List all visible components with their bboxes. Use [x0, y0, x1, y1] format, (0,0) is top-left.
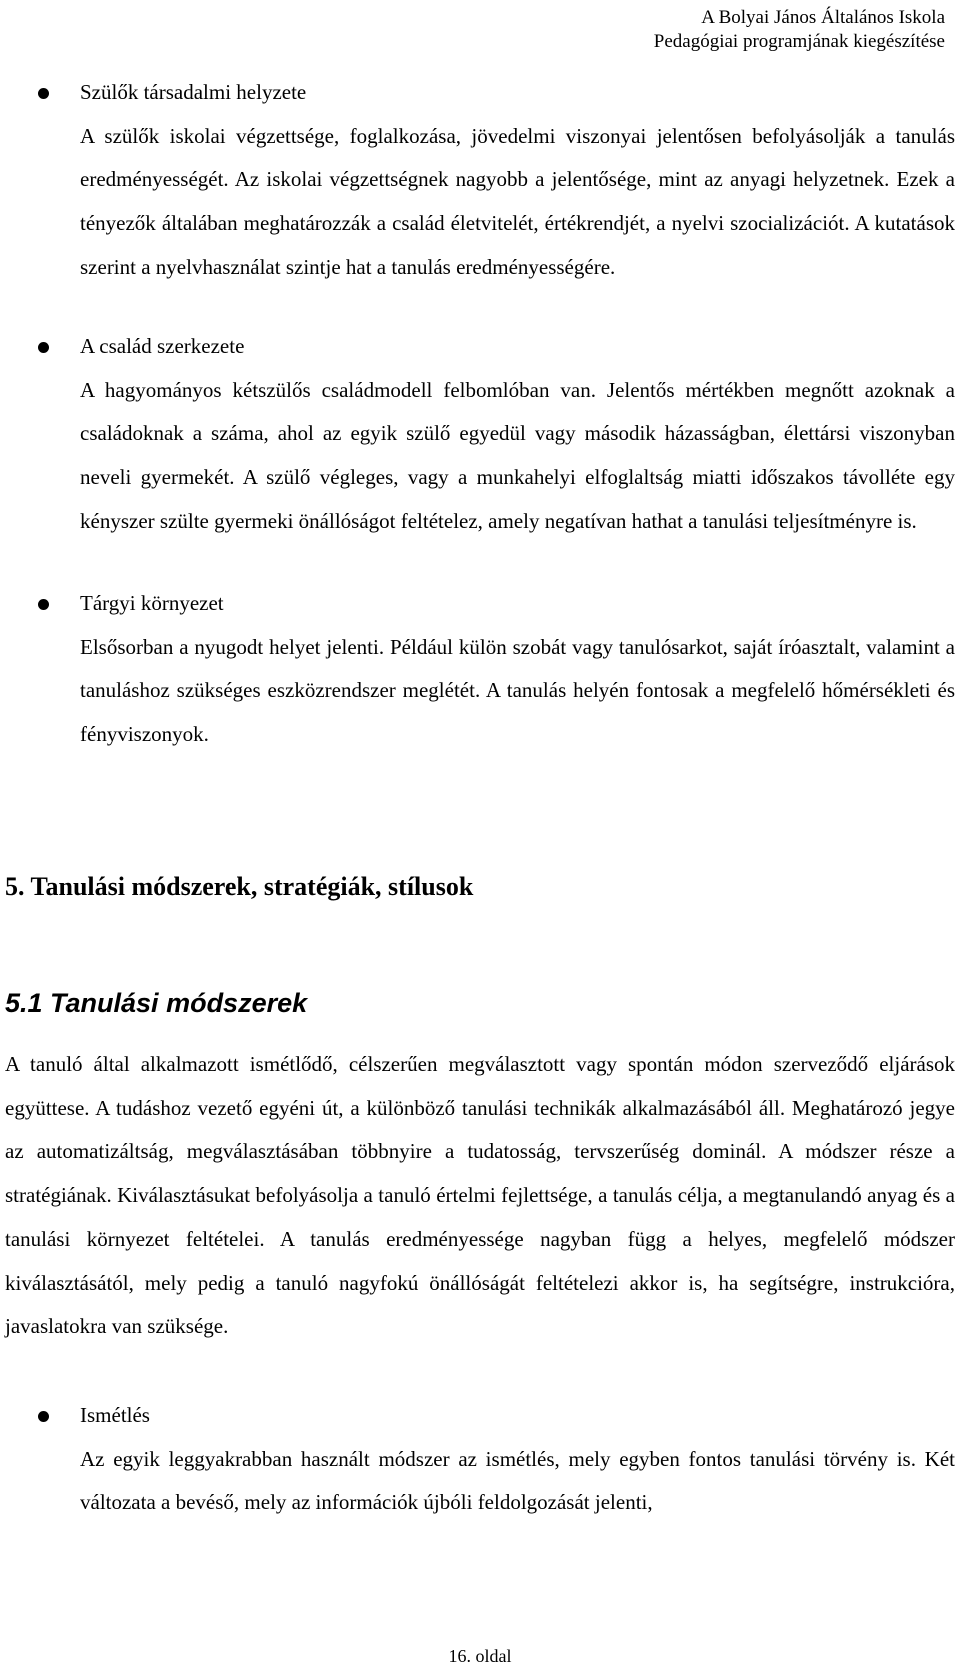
header-school-name: A Bolyai János Általános Iskola — [701, 7, 945, 28]
body-paragraph: A tanuló által alkalmazott ismétlődő, célszerűen megválasztott vagy spontán módon szerveződő eljárások együttese. A tudáshoz vezető egyéni út, a különböző tanulási technikák alkalmazásából áll. Meghatározó jegye az automatizáltság, megválasztásában többnyire a tudatosság, tervszerűség dominál. A módszer része a stratégiának. Kiválasztásukat befolyásolja a tanuló értelmi fejlettsége, a tanulás célja, a megtanulandó anyag és a tanulási környezet feltételei. A tanulás eredményessége nagyban függ a helyes, megfelelő módszer kiválasztásától, mely pedig a tanuló nagyfokú önállóságát feltételezi akkor is, ha segítségre, instrukcióra, javaslatokra van szüksége. — [5, 1052, 955, 1339]
bullet-text: Az egyik leggyakrabban használt módszer az ismétlés, mely egyben fontos tanulási törvény is. Két változata a bevéső, mely az információk újbóli feldolgozását jelenti, — [80, 1446, 955, 1515]
bullet-title: Ismétlés — [80, 1403, 150, 1427]
bullet-item — [80, 1394, 955, 1525]
bullet-title: Tárgyi környezet — [80, 591, 224, 615]
bullet-item — [80, 582, 955, 757]
page-header — [654, 6, 945, 54]
bullet-icon — [38, 342, 49, 353]
bullet-item — [80, 325, 955, 544]
bullet-icon — [38, 1411, 49, 1422]
subsection-heading: 5.1 Tanulási módszerek — [5, 988, 308, 1018]
page-number: 16. oldal — [448, 1646, 512, 1666]
bullet-icon — [38, 88, 49, 99]
bullet-item — [80, 71, 955, 290]
body-paragraph-block — [5, 1043, 955, 1349]
bullet-title: A család szerkezete — [80, 334, 245, 358]
bullet-text: A szülők iskolai végzettsége, foglalkozása, jövedelmi viszonyai jelentősen befolyásolják a tanulás eredményességét. Az iskolai végzettségnek nagyobb a jelentősége, mint az anyagi helyzetnek. Ezek a tényezők általában meghatározzák a család életvitelét, értékrendjét, a nyelvi szocializációt. A kutatások szerint a nyelvhasználat szintje hat a tanulás eredményességére. — [80, 123, 955, 279]
header-document-title: Pedagógiai programjának kiegészítése — [653, 31, 945, 52]
bullet-title: Szülők társadalmi helyzete — [80, 80, 307, 104]
bullet-icon — [38, 599, 49, 610]
bullet-text: A hagyományos kétszülős családmodell felbomlóban van. Jelentős mértékben megnőtt azoknak a családoknak a száma, ahol az egyik szülő egyedül vagy második házasságban, élettársi viszonyban neveli gyermekét. A szülő végleges, vagy a munkahelyi elfoglaltság miatti időszakos távolléte egy kényszer szülte gyermeki önállóságot feltételez, amely negatívan hathat a tanulási teljesítményre is. — [80, 377, 955, 533]
section-heading: 5. Tanulási módszerek, stratégiák, stílusok — [5, 872, 474, 901]
bullet-text: Elsősorban a nyugodt helyet jelenti. Például külön szobát vagy tanulósarkot, saját íróasztalt, valamint a tanuláshoz szükséges eszközrendszer meglétét. A tanulás helyén fontosak a megfelelő hőmérsékleti és fényviszonyok. — [80, 634, 955, 747]
